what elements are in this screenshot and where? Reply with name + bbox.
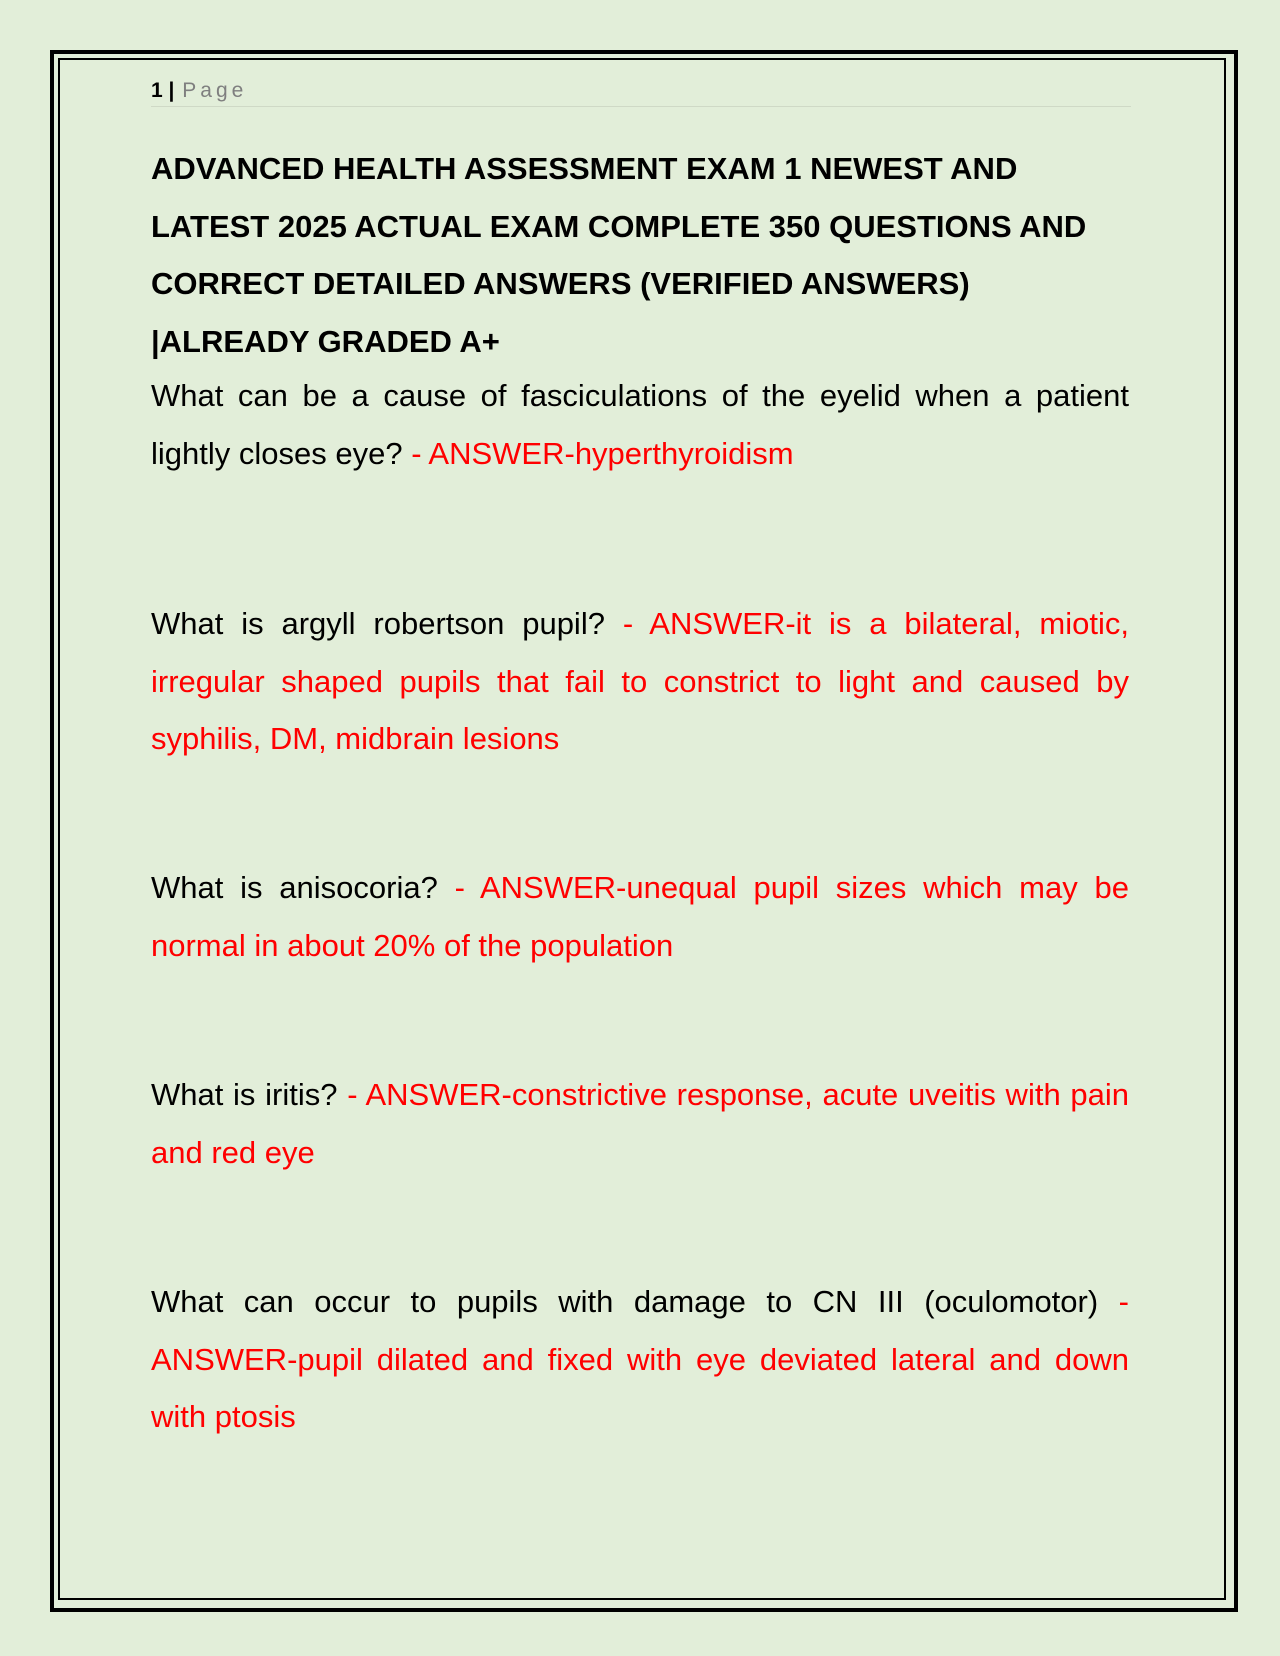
- qa-item: [151, 595, 1129, 768]
- answer-text: - ANSWER-unequal pupil sizes which may be normal in about 20% of the population: [151, 870, 1129, 963]
- answer-text: - ANSWER-pupil dilated and fixed with eye deviated lateral and down with ptosis: [151, 1284, 1129, 1434]
- page-header: [151, 78, 1131, 107]
- qa-item: [151, 1066, 1129, 1181]
- document-title: ADVANCED HEALTH ASSESSMENT EXAM 1 NEWEST AND LATEST 2025 ACTUAL EXAM COMPLETE 350 QUESTIONS AND CORRECT DETAILED ANSWERS (VERIFIED ANSWERS) |ALREADY GRADED A+: [151, 151, 1087, 359]
- question-text: What is anisocoria?: [151, 870, 438, 905]
- page-word: Page: [182, 79, 248, 102]
- question-text: What can be a cause of fasciculations of the eyelid when a patient lightly closes eye?: [151, 378, 1129, 471]
- question-text: What is argyll robertson pupil?: [151, 606, 605, 641]
- qa-item: [151, 367, 1129, 482]
- page-number: 1: [151, 79, 163, 102]
- answer-text: - ANSWER-hyperthyroidism: [411, 435, 794, 471]
- header-separator: |: [168, 79, 175, 102]
- qa-item: [151, 859, 1129, 974]
- question-text: What is iritis?: [151, 1077, 338, 1112]
- answer-text: - ANSWER-it is a bilateral, miotic, irregular shaped pupils that fail to constrict to light and caused by syphilis, DM, midbrain lesions: [151, 606, 1129, 756]
- qa-item: [151, 1273, 1129, 1446]
- question-text: What can occur to pupils with damage to CN III (oculomotor): [151, 1284, 1099, 1319]
- answer-text: - ANSWER-constrictive response, acute uveitis with pain and red eye: [151, 1077, 1129, 1170]
